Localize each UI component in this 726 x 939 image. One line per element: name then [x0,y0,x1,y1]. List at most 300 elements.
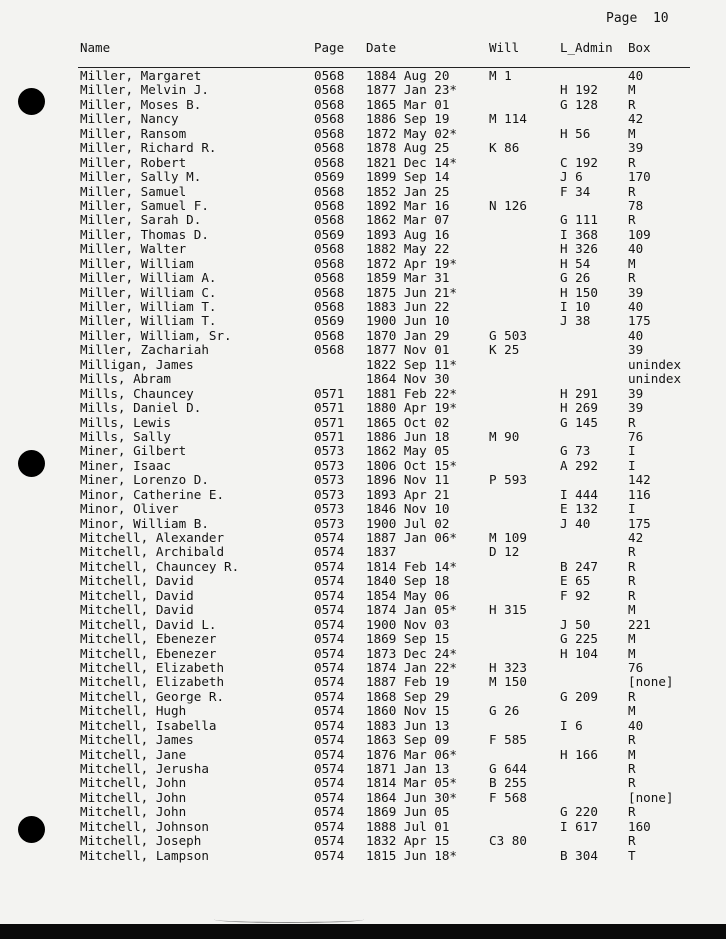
cell-name: Mitchell, Elizabeth [80,659,225,675]
cell-name: Mills, Sally [80,428,171,444]
cell-box: R [628,732,636,748]
cell-page: 0568 [314,125,345,141]
table-row [0,199,726,213]
cell-box: 76 [628,659,644,675]
cell-page: 0574 [314,746,345,762]
cell-l-admin: H 56 [560,125,591,141]
cell-date: 1859 Mar 31 [366,270,450,286]
cell-box: R [628,775,636,791]
cell-will: C3 80 [489,833,527,849]
cell-page: 0574 [314,631,345,647]
cell-box: 76 [628,428,644,444]
table-row [0,502,726,516]
cell-name: Mitchell, Jerusha [80,761,209,776]
cell-name: Miller, Richard R. [80,140,217,156]
cell-name: Miller, Walter [80,241,187,257]
cell-page: 0571 [314,428,345,444]
cell-date: 1869 Jun 05 [366,804,450,820]
cell-name: Miller, William T. [80,299,217,314]
cell-l-admin: G 26 [560,270,591,286]
cell-name: Mitchell, Chauncey R. [80,558,240,574]
cell-l-admin: J 50 [560,616,591,632]
table-row [0,776,726,790]
cell-page: 0569 [314,313,345,329]
cell-name: Mitchell, John [80,804,187,820]
cell-date: 1884 Aug 20 [366,68,450,83]
cell-page: 0568 [314,82,345,98]
cell-l-admin: C 192 [560,154,598,170]
cell-date: 1872 May 02* [366,125,457,141]
cell-box: I [628,443,636,459]
cell-box: 40 [628,241,644,257]
cell-name: Miner, Isaac [80,457,171,473]
cell-page: 0574 [314,833,345,849]
cell-name: Miller, Zachariah [80,342,209,358]
cell-l-admin: I 368 [560,226,598,242]
punch-hole-icon [18,450,45,477]
cell-box: 39 [628,342,644,358]
cell-box: 39 [628,284,644,300]
cell-name: Mitchell, Johnson [80,818,209,834]
cell-l-admin: H 166 [560,746,598,762]
cell-l-admin: I 617 [560,818,598,834]
cell-page: 0568 [314,68,345,83]
cell-box: 170 [628,169,651,185]
cell-date: 1883 Jun 13 [366,717,450,733]
cell-name: Mitchell, Alexander [80,530,225,545]
cell-name: Miller, Sarah D. [80,212,202,228]
cell-date: 1875 Jun 21* [366,284,457,300]
header-will: Will [489,40,520,55]
cell-page: 0568 [314,284,345,300]
table-row [0,517,726,531]
cell-l-admin: B 247 [560,558,598,574]
cell-page: 0573 [314,443,345,459]
cell-name: Mitchell, Ebenezer [80,645,217,661]
cell-box: M [628,703,636,719]
cell-box: 39 [628,400,644,416]
cell-page: 0571 [314,414,345,430]
table-row [0,271,726,285]
cell-l-admin: G 220 [560,804,598,820]
cell-name: Minor, Oliver [80,501,179,517]
cell-date: 1822 Sep 11* [366,356,457,372]
cell-l-admin: E 132 [560,501,598,517]
cell-box: 221 [628,616,651,632]
cell-date: 1880 Apr 19* [366,400,457,416]
table-row [0,647,726,661]
cell-name: Miller, Sally M. [80,169,202,185]
cell-l-admin: J 38 [560,313,591,329]
table-row [0,387,726,401]
table-row [0,185,726,199]
header-date: Date [366,40,397,55]
cell-date: 1899 Sep 14 [366,169,450,185]
cell-name: Miller, Moses B. [80,96,202,112]
table-row [0,242,726,256]
cell-page: 0574 [314,674,345,690]
cell-page: 0574 [314,804,345,820]
cell-date: 1878 Aug 25 [366,140,450,156]
cell-page: 0568 [314,96,345,112]
cell-date: 1864 Nov 30 [366,371,450,387]
cell-date: 1862 May 05 [366,443,450,459]
cell-date: 1863 Sep 09 [366,732,450,748]
cell-will: K 86 [489,140,520,156]
cell-page: 0568 [314,299,345,314]
cell-will: F 568 [489,789,527,805]
cell-will: D 12 [489,544,520,560]
table-row [0,791,726,805]
pencil-mark [214,916,364,923]
cell-date: 1896 Nov 11 [366,472,450,488]
cell-name: Milligan, James [80,356,194,372]
cell-box: [none] [628,789,674,805]
cell-date: 1877 Jan 23* [366,82,457,98]
table-row [0,329,726,343]
cell-box: M [628,746,636,762]
cell-date: 1854 May 06 [366,587,450,603]
table-row [0,343,726,357]
cell-box: I [628,457,636,473]
cell-page: 0574 [314,602,345,618]
cell-box: 39 [628,140,644,156]
cell-box: 175 [628,313,651,329]
column-header-row [0,40,726,56]
cell-name: Mitchell, Jane [80,746,187,762]
cell-box: unindex [628,371,682,387]
cell-l-admin: H 269 [560,400,598,416]
cell-l-admin: F 92 [560,587,591,603]
table-row [0,733,726,747]
cell-name: Miner, Lorenzo D. [80,472,209,488]
cell-page: 0574 [314,645,345,661]
table-row [0,820,726,834]
table-row [0,531,726,545]
cell-name: Miner, Gilbert [80,443,187,459]
cell-date: 1870 Jan 29 [366,327,450,343]
cell-will: G 26 [489,703,520,719]
cell-page: 0568 [314,327,345,343]
cell-box: M [628,82,636,98]
cell-name: Mitchell, David [80,573,194,589]
table-row [0,314,726,328]
cell-date: 1869 Sep 15 [366,631,450,647]
cell-box: 160 [628,818,651,834]
header-page: Page [314,40,345,55]
cell-will: M 1 [489,68,512,83]
cell-date: 1876 Mar 06* [366,746,457,762]
cell-page: 0568 [314,111,345,127]
cell-date: 1883 Jun 22 [366,299,450,314]
cell-box: R [628,544,636,560]
cell-l-admin: J 6 [560,169,583,185]
cell-name: Miller, Nancy [80,111,179,127]
cell-page: 0574 [314,818,345,834]
cell-l-admin: I 444 [560,486,598,502]
cell-box: M [628,602,636,618]
cell-will: G 503 [489,327,527,343]
cell-l-admin: G 225 [560,631,598,647]
cell-page: 0574 [314,530,345,545]
cell-page: 0573 [314,472,345,488]
cell-box: R [628,212,636,228]
cell-date: 1846 Nov 10 [366,501,450,517]
cell-page: 0571 [314,385,345,401]
table-row [0,632,726,646]
cell-name: Mills, Lewis [80,414,171,430]
cell-will: M 150 [489,674,527,690]
cell-box: R [628,833,636,849]
cell-date: 1852 Jan 25 [366,183,450,199]
cell-box: R [628,558,636,574]
header-l-admin: L_Admin [560,40,613,55]
cell-page: 0568 [314,197,345,213]
table-row [0,719,726,733]
page-number: Page 10 [606,11,669,26]
table-row [0,98,726,112]
table-row [0,748,726,762]
cell-name: Mitchell, Isabella [80,717,217,733]
table-row [0,704,726,718]
table-row [0,286,726,300]
cell-date: 1881 Feb 22* [366,385,457,401]
cell-page: 0574 [314,717,345,733]
cell-page: 0574 [314,789,345,805]
table-row [0,170,726,184]
table-row [0,430,726,444]
cell-box: unindex [628,356,682,372]
table-row [0,661,726,675]
table-row [0,473,726,487]
cell-name: Miller, William A. [80,270,217,286]
cell-l-admin: I 10 [560,299,591,314]
cell-name: Mitchell, Lampson [80,847,209,863]
punch-hole-icon [18,816,45,843]
cell-page: 0568 [314,183,345,199]
cell-page: 0574 [314,558,345,574]
cell-date: 1868 Sep 29 [366,688,450,704]
cell-page: 0568 [314,212,345,228]
cell-page: 0574 [314,761,345,776]
cell-box: R [628,96,636,112]
cell-box: [none] [628,674,674,690]
cell-page: 0574 [314,544,345,560]
cell-name: Mills, Daniel D. [80,400,202,416]
table-row [0,112,726,126]
table-row [0,213,726,227]
cell-name: Mitchell, Joseph [80,833,202,849]
cell-will: G 644 [489,761,527,776]
cell-l-admin: H 192 [560,82,598,98]
table-row [0,849,726,863]
cell-name: Mitchell, John [80,775,187,791]
table-row [0,300,726,314]
cell-name: Minor, William B. [80,515,209,531]
header-name: Name [80,40,111,55]
cell-will: N 126 [489,197,527,213]
cell-date: 1860 Nov 15 [366,703,450,719]
table-row [0,257,726,271]
cell-page: 0574 [314,688,345,704]
scan-edge [0,924,726,939]
table-row [0,545,726,559]
table-row [0,156,726,170]
cell-name: Miller, William T. [80,313,217,329]
cell-name: Mitchell, Ebenezer [80,631,217,647]
cell-box: 78 [628,197,644,213]
cell-date: 1814 Feb 14* [366,558,457,574]
cell-box: 40 [628,68,644,83]
cell-l-admin: I 6 [560,717,583,733]
cell-name: Miller, Margaret [80,68,202,83]
cell-page: 0574 [314,659,345,675]
cell-l-admin: J 40 [560,515,591,531]
cell-box: T [628,847,636,863]
table-row [0,69,726,83]
cell-date: 1886 Sep 19 [366,111,450,127]
cell-box: 39 [628,385,644,401]
cell-box: 40 [628,299,644,314]
cell-name: Miller, Ransom [80,125,187,141]
cell-name: Mitchell, Archibald [80,544,225,560]
cell-page: 0574 [314,847,345,863]
cell-page: 0568 [314,255,345,271]
table-row [0,675,726,689]
cell-name: Mitchell, Elizabeth [80,674,225,690]
table-row [0,618,726,632]
cell-name: Mitchell, Hugh [80,703,187,719]
cell-date: 1862 Mar 07 [366,212,450,228]
cell-l-admin: G 128 [560,96,598,112]
cell-date: 1877 Nov 01 [366,342,450,358]
cell-date: 1864 Jun 30* [366,789,457,805]
cell-box: I [628,501,636,517]
cell-name: Miller, Samuel [80,183,187,199]
cell-name: Miller, Thomas D. [80,226,209,242]
cell-page: 0568 [314,270,345,286]
cell-page: 0573 [314,501,345,517]
cell-page: 0573 [314,457,345,473]
cell-page: 0571 [314,400,345,416]
cell-date: 1815 Jun 18* [366,847,457,863]
cell-date: 1814 Mar 05* [366,775,457,791]
table-row [0,83,726,97]
table-row [0,560,726,574]
cell-box: 116 [628,486,651,502]
cell-name: Miller, William [80,255,194,271]
cell-name: Minor, Catherine E. [80,486,225,502]
cell-date: 1832 Apr 15 [366,833,450,849]
cell-date: 1893 Apr 21 [366,486,450,502]
cell-name: Mitchell, David L. [80,616,217,632]
table-row [0,127,726,141]
cell-box: M [628,255,636,271]
cell-page: 0574 [314,587,345,603]
table-row [0,459,726,473]
cell-page: 0573 [314,486,345,502]
cell-name: Mitchell, James [80,732,194,748]
table-row [0,416,726,430]
cell-name: Mills, Chauncey [80,385,194,401]
cell-box: R [628,761,636,776]
cell-name: Miller, Samuel F. [80,197,209,213]
cell-date: 1871 Jan 13 [366,761,450,776]
cell-page: 0568 [314,241,345,257]
cell-name: Miller, Melvin J. [80,82,209,98]
cell-date: 1893 Aug 16 [366,226,450,242]
cell-box: R [628,414,636,430]
cell-l-admin: A 292 [560,457,598,473]
cell-box: R [628,688,636,704]
cell-name: Miller, William C. [80,284,217,300]
cell-box: 109 [628,226,651,242]
cell-box: M [628,631,636,647]
cell-name: Mitchell, George R. [80,688,225,704]
cell-box: M [628,645,636,661]
cell-box: R [628,183,636,199]
cell-date: 1806 Oct 15* [366,457,457,473]
table-row [0,805,726,819]
cell-will: B 255 [489,775,527,791]
table-row [0,762,726,776]
cell-date: 1882 May 22 [366,241,450,257]
cell-date: 1872 Apr 19* [366,255,457,271]
table-row [0,372,726,386]
cell-box: R [628,154,636,170]
cell-will: M 90 [489,428,520,444]
table-row [0,574,726,588]
punch-hole-icon [18,88,45,115]
cell-date: 1888 Jul 01 [366,818,450,834]
cell-box: R [628,573,636,589]
cell-date: 1887 Feb 19 [366,674,450,690]
header-box: Box [628,40,651,55]
cell-box: R [628,270,636,286]
table-row [0,589,726,603]
cell-name: Miller, William, Sr. [80,327,232,343]
cell-date: 1900 Jun 10 [366,313,450,329]
table-row [0,141,726,155]
cell-date: 1900 Jul 02 [366,515,450,531]
cell-page: 0574 [314,732,345,748]
cell-l-admin: H 326 [560,241,598,257]
cell-will: M 109 [489,530,527,545]
cell-date: 1900 Nov 03 [366,616,450,632]
cell-page: 0574 [314,703,345,719]
cell-date: 1873 Dec 24* [366,645,457,661]
cell-date: 1874 Jan 05* [366,602,457,618]
cell-will: M 114 [489,111,527,127]
table-row [0,228,726,242]
cell-page: 0569 [314,226,345,242]
table-row [0,603,726,617]
cell-box: R [628,587,636,603]
cell-l-admin: G 209 [560,688,598,704]
cell-box: 40 [628,717,644,733]
cell-date: 1821 Dec 14* [366,154,457,170]
cell-page: 0568 [314,140,345,156]
table-row [0,834,726,848]
cell-page: 0573 [314,515,345,531]
cell-l-admin: G 111 [560,212,598,228]
cell-date: 1865 Oct 02 [366,414,450,430]
cell-page: 0574 [314,616,345,632]
cell-box: 142 [628,472,651,488]
cell-l-admin: G 145 [560,414,598,430]
cell-date: 1892 Mar 16 [366,197,450,213]
table-row [0,444,726,458]
